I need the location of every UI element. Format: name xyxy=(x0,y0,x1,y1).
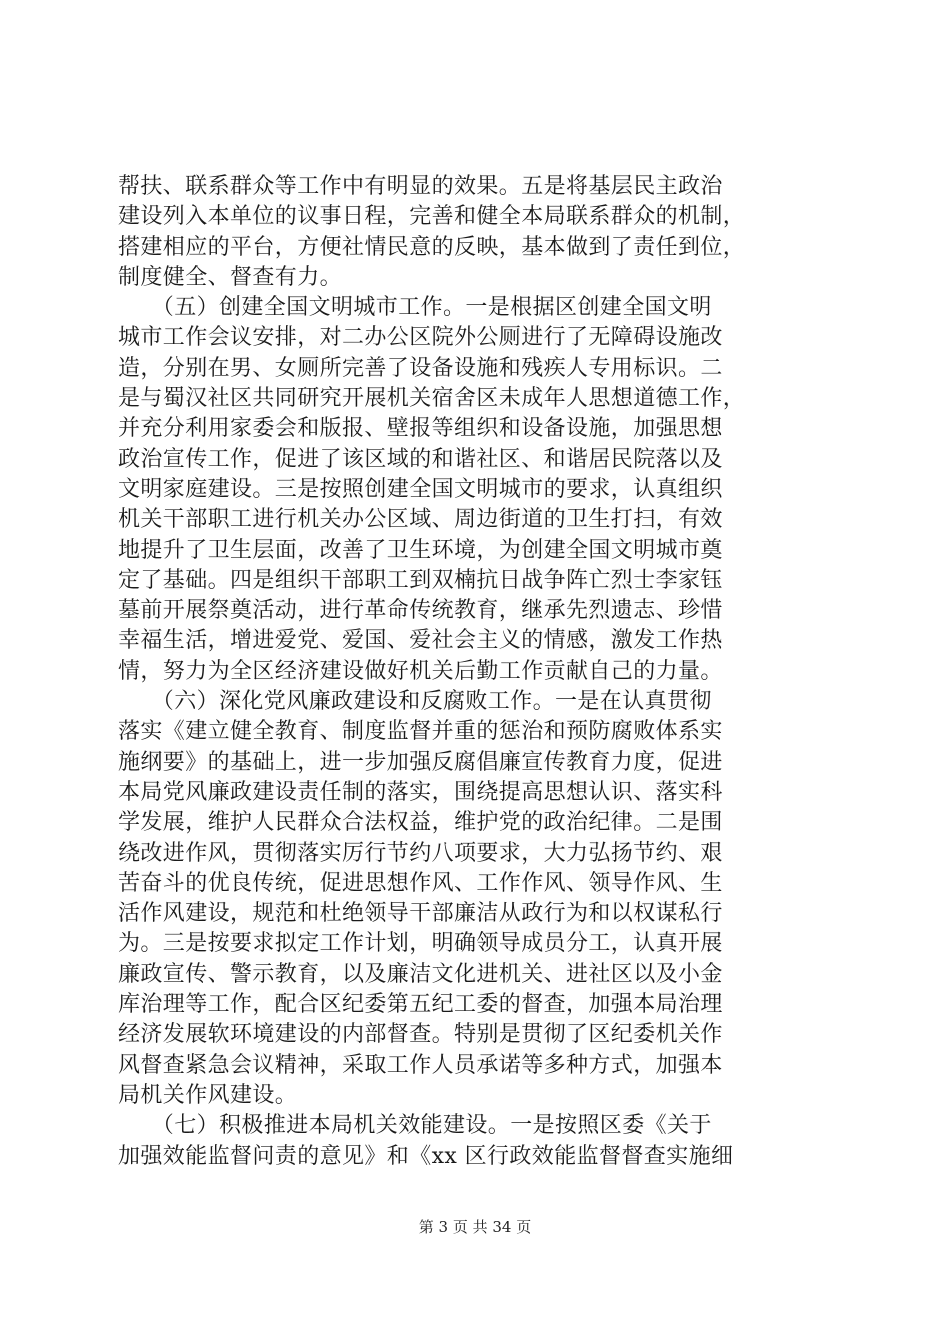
text-line: 城市工作会议安排，对二办公区院外公厕进行了无障碍设施改 xyxy=(118,325,723,351)
text-line: 幸福生活，增进爱党、爱国、爱社会主义的情感，激发工作热 xyxy=(118,628,723,654)
text-line: 造，分别在男、女厕所完善了设备设施和残疾人专用标识。二 xyxy=(118,355,723,381)
text-line: 制度健全、督查有力。 xyxy=(118,264,343,290)
text-line: 本局党风廉政建设责任制的落实，围绕提高思想认识、落实科 xyxy=(118,779,723,805)
text-line: 苦奋斗的优良传统，促进思想作风、工作作风、领导作风、生 xyxy=(118,870,723,896)
text-line: 地提升了卫生层面，改善了卫生环境，为创建全国文明城市奠 xyxy=(118,537,723,563)
text-line: 活作风建设，规范和杜绝领导干部廉洁从政行为和以权谋私行 xyxy=(118,901,723,927)
page-number-footer: 第 3 页 共 34 页 xyxy=(418,1218,532,1236)
text-line: 帮扶、联系群众等工作中有明显的效果。五是将基层民主政治 xyxy=(118,174,723,199)
text-line: 搭建相应的平台，方便社情民意的反映，基本做到了责任到位， xyxy=(118,234,746,260)
text-line: 经济发展软环境建设的内部督查。特别是贯彻了区纪委机关作 xyxy=(118,1022,723,1048)
text-line: 为。三是按要求拟定工作计划，明确领导成员分工，认真开展 xyxy=(118,931,723,957)
document-body xyxy=(118,172,838,1172)
text-line: 墓前开展祭奠活动，进行革命传统教育，继承先烈遗志、珍惜 xyxy=(118,598,723,624)
text-line: 是与蜀汉社区共同研究开展机关宿舍区未成年人思想道德工作， xyxy=(118,386,746,412)
text-line: 局机关作风建设。 xyxy=(118,1082,298,1108)
text-line: 文明家庭建设。三是按照创建全国文明城市的要求，认真组织 xyxy=(118,476,723,502)
text-line: 情，努力为全区经济建设做好机关后勤工作贡献自己的力量。 xyxy=(118,658,723,684)
text-line: 并充分利用家委会和版报、壁报等组织和设备设施，加强思想 xyxy=(118,416,723,442)
text-line: 政治宣传工作，促进了该区域的和谐社区、和谐居民院落以及 xyxy=(118,446,723,472)
text-line: 机关干部职工进行机关办公区域、周边街道的卫生打扫，有效 xyxy=(118,507,723,533)
text-line: 库治理等工作，配合区纪委第五纪工委的督查，加强本局治理 xyxy=(118,992,723,1018)
text-line: 落实《建立健全教育、制度监督并重的惩治和预防腐败体系实 xyxy=(118,719,723,745)
text-line: 建设列入本单位的议事日程，完善和健全本局联系群众的机制， xyxy=(118,204,746,230)
text-line: 绕改进作风，贯彻落实厉行节约八项要求，大力弘扬节约、艰 xyxy=(118,840,723,866)
text-line: 风督查紧急会议精神，采取工作人员承诺等多种方式，加强本 xyxy=(118,1052,723,1078)
text-line: 学发展，维护人民群众合法权益，维护党的政治纪律。二是围 xyxy=(118,810,723,836)
text-line: （七）积极推进本局机关效能建设。一是按照区委《关于 xyxy=(118,1113,712,1139)
text-line: （六）深化党风廉政建设和反腐败工作。一是在认真贯彻 xyxy=(118,689,712,715)
text-line: （五）创建全国文明城市工作。一是根据区创建全国文明 xyxy=(118,295,712,321)
text-line: 廉政宣传、警示教育，以及廉洁文化进机关、进社区以及小金 xyxy=(118,961,723,987)
text-line: 定了基础。四是组织干部职工到双楠抗日战争阵亡烈士李家钰 xyxy=(118,567,723,593)
text-line: 加强效能监督问责的意见》和《xx 区行政效能监督督查实施细 xyxy=(118,1143,734,1169)
text-line: 施纲要》的基础上，进一步加强反腐倡廉宣传教育力度，促进 xyxy=(118,749,723,775)
